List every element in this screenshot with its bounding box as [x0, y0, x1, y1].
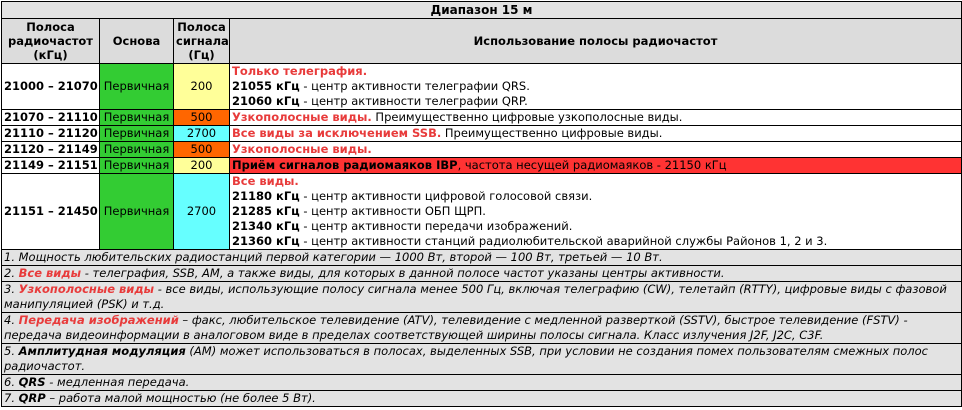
footnote-number: 3.	[4, 282, 15, 296]
footnote	[2, 313, 962, 344]
header-usage: Использование полосы радиочастот	[230, 19, 962, 64]
band-row	[2, 64, 962, 110]
activity-description: - центр активности телеграфии QRP.	[299, 94, 528, 108]
band-range: 21000 – 21070	[2, 64, 100, 110]
band-usage	[230, 174, 962, 250]
activity-frequency: 21360 кГц	[232, 234, 300, 248]
activity-description: - центр активности передачи изображений.	[299, 219, 573, 233]
band-usage	[230, 142, 962, 158]
band-range: 21151 – 21450	[2, 174, 100, 250]
activity-center	[232, 234, 959, 249]
band-row	[2, 174, 962, 250]
activity-description: - центр активности станций радиолюбительской аварийной службы Районов 1, 2 и 3.	[299, 234, 828, 248]
activity-center	[232, 189, 959, 204]
footnote-term: QRS	[18, 375, 46, 389]
band-row	[2, 158, 962, 174]
band-bandwidth: 2700	[174, 126, 230, 142]
footnote-row	[2, 250, 962, 266]
band-range: 21110 – 21120	[2, 126, 100, 142]
usage-lead-rest: Преимущественно цифровые узкополосные виды.	[371, 110, 683, 124]
band-basis: Первичная	[100, 126, 174, 142]
footnote	[2, 250, 962, 266]
activity-frequency: 21055 кГц	[232, 79, 300, 93]
title-row	[2, 2, 962, 19]
footnote	[2, 282, 962, 313]
footnote-number: 4.	[4, 313, 15, 327]
usage-lead: Узкополосные виды.	[232, 142, 372, 156]
usage-lead: Все виды за исключением SSB.	[232, 126, 442, 140]
usage-lead: Узкополосные виды.	[232, 110, 372, 124]
band-bandwidth: 2700	[174, 174, 230, 250]
band-usage	[230, 110, 962, 126]
activity-center	[232, 204, 959, 219]
footnote-row	[2, 282, 962, 313]
footnote-term: QRP	[18, 391, 46, 405]
band-row	[2, 142, 962, 158]
usage-lead-rest: Преимущественно цифровые виды.	[441, 126, 663, 140]
footnote-text: (AM) может использоваться в полосах, выделенных SSB, при условии не создания помех пользователям смежных полос радиочастот.	[4, 344, 929, 373]
footnote-number: 5.	[4, 344, 15, 358]
footnote-term: Узкополосные виды	[18, 282, 155, 296]
header-bandwidth: Полоса сигнала (Гц)	[174, 19, 230, 64]
footnote-row	[2, 375, 962, 391]
footnote	[2, 266, 962, 282]
footnote-text: - медленная передача.	[45, 375, 190, 389]
beacon-text: , частота несущей радиомаяков - 21150 кГц	[457, 158, 727, 172]
footnote-number: 2.	[4, 266, 15, 280]
band-row	[2, 110, 962, 126]
band-basis: Первичная	[100, 64, 174, 110]
header-row	[2, 19, 962, 64]
band-basis: Первичная	[100, 142, 174, 158]
activity-description: - центр активности цифровой голосовой связи.	[299, 189, 593, 203]
footnote-text: - телеграфия, SSB, AM, а также виды, для которых в данной полосе частот указаны центры активности.	[81, 266, 725, 280]
band-usage	[230, 158, 962, 174]
activity-frequency: 21285 кГц	[232, 204, 300, 218]
activity-center	[232, 94, 959, 109]
usage-lead: Все виды.	[232, 174, 299, 188]
footnote-row	[2, 344, 962, 375]
footnote-row	[2, 391, 962, 407]
band-range: 21149 – 21151	[2, 158, 100, 174]
footnote-row	[2, 266, 962, 282]
band-bandwidth: 500	[174, 142, 230, 158]
footnote-term: Передача изображений	[18, 313, 179, 327]
footnote-number: 1.	[4, 250, 15, 264]
band-range: 21120 – 21149	[2, 142, 100, 158]
band-usage	[230, 64, 962, 110]
band-basis: Первичная	[100, 158, 174, 174]
activity-description: - центр активности ОБП ЩРП.	[299, 204, 486, 218]
band-bandwidth: 200	[174, 158, 230, 174]
activity-frequency: 21180 кГц	[232, 189, 300, 203]
footnote	[2, 391, 962, 407]
activity-frequency: 21340 кГц	[232, 219, 300, 233]
footnote-text: – работа малой мощностью (не более 5 Вт).	[45, 391, 316, 405]
band-plan-table	[1, 1, 962, 407]
table-title: Диапазон 15 м	[2, 2, 962, 19]
footnote-term: Все виды	[18, 266, 82, 280]
header-band: Полоса радиочастот (кГц)	[2, 19, 100, 64]
footnote-number: 6.	[4, 375, 15, 389]
band-row	[2, 126, 962, 142]
band-usage	[230, 126, 962, 142]
footnote-term: Амплитудная модуляция	[18, 344, 186, 358]
band-bandwidth: 200	[174, 64, 230, 110]
band-bandwidth: 500	[174, 110, 230, 126]
footnote-row	[2, 313, 962, 344]
band-basis: Первичная	[100, 174, 174, 250]
usage-lead: Только телеграфия.	[232, 64, 368, 78]
band-range: 21070 – 21110	[2, 110, 100, 126]
header-basis: Основа	[100, 19, 174, 64]
activity-frequency: 21060 кГц	[232, 94, 300, 108]
footnote	[2, 375, 962, 391]
activity-center	[232, 79, 959, 94]
footnote	[2, 344, 962, 375]
activity-description: - центр активности телеграфии QRS.	[299, 79, 530, 93]
footnote-text: Мощность любительских радиостанций первой категории — 1000 Вт, второй — 100 Вт, третьей — 10 Вт.	[14, 250, 663, 264]
footnote-number: 7.	[4, 391, 15, 405]
beacon-label: Приём сигналов радиомаяков IBP	[232, 158, 458, 172]
band-basis: Первичная	[100, 110, 174, 126]
footnote-text: – факс, любительское телевидение (ATV), телевидение с медленной разверткой (SSTV), быстрое телевидение (FSTV) - передача видеоинформации в аналоговом виде в пределах соответствующей ширины полосы сигнала. Класс излучения J2F, J2C, C3F.	[4, 313, 908, 342]
activity-center	[232, 219, 959, 234]
footnote-text: - все виды, использующие полосу сигнала менее 500 Гц, включая телеграфию (CW), телетайп (RTTY), цифровые виды с фазовой манипуляцией (PSK) и т.д.	[4, 282, 947, 311]
